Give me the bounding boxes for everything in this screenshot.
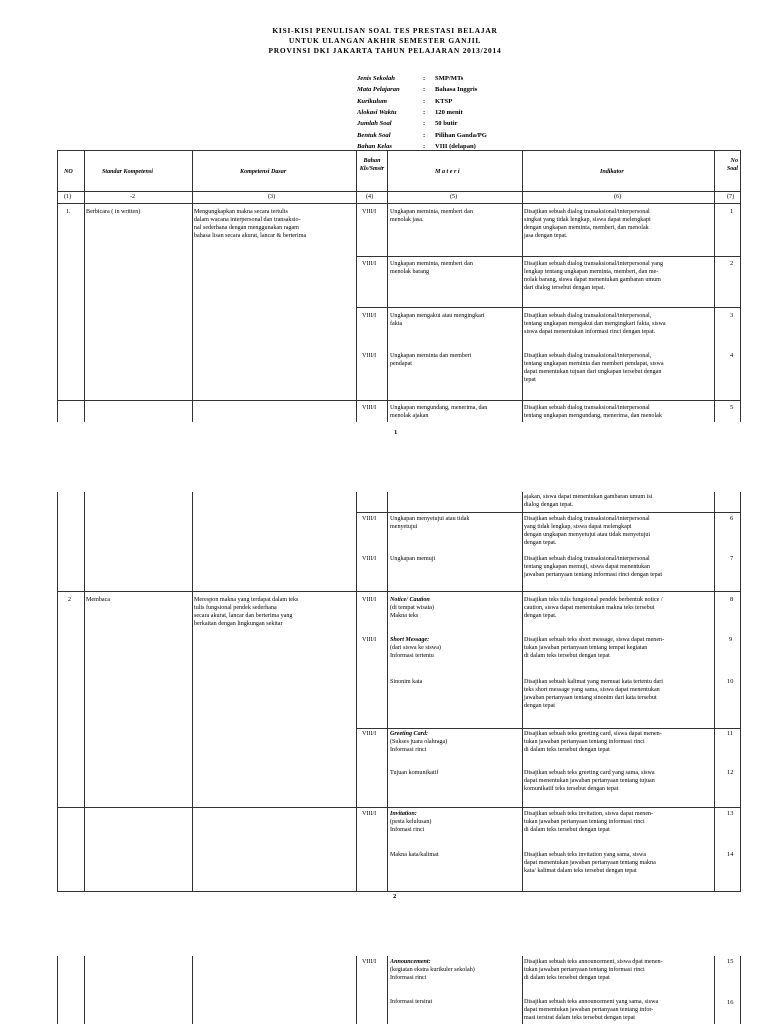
table-border <box>57 891 740 892</box>
header-bahan: Bahan Kls/Smstr <box>359 158 385 173</box>
table-border <box>387 150 388 422</box>
no-soal: 4 <box>730 352 734 359</box>
materi: Ungkapan memuji <box>390 556 436 562</box>
meta-block <box>357 73 487 152</box>
table-border <box>57 203 740 204</box>
indikator: Disajikan sebuah teks short message, siswa dapat menen- tukan jawaban pertanyaan tentang tempat kegiatan di dalam teks tersebut dengan tepat <box>524 637 665 660</box>
table-border <box>714 150 715 422</box>
table-border <box>356 728 740 729</box>
kelas-semester: VIII/I <box>362 959 377 965</box>
table-border <box>522 492 523 892</box>
indikator: ajakan, siswa dapat menentukan gambaran umum isi dialog dengan tepat. <box>524 494 653 509</box>
sk-number: 1. <box>66 209 71 215</box>
table-border <box>57 400 740 401</box>
materi: Ungkapan meminta, memberi dan menolak barang <box>390 261 473 276</box>
table-border <box>714 956 715 1024</box>
materi: Ungkapan mengakui atau mengingkari fakta <box>390 313 485 328</box>
kelas-semester: VIII/I <box>362 261 377 267</box>
table-border <box>356 256 740 257</box>
meta-row: Jenis Sekolah : SMP/MTs <box>357 73 487 84</box>
title-line-2: UNTUK ULANGAN AKHIR SEMESTER GANJIL <box>288 35 482 45</box>
indikator: Disajikan sebuah teks announcement, siswa dpat menen- tukan jawaban pertanyaan tentang informasi rinci di dalam teks tersebut dengan tepat <box>524 959 663 982</box>
indikator: Disajikan sebuah dialog transaksional/interpersonal tentang ungkapan memuji, siswa dapat menentukan jawaban pertanyaan tentang informasi rinci dengan tepat <box>524 556 663 579</box>
meta-value: 120 menit <box>435 108 463 116</box>
header-indikator: Indikator <box>600 169 624 175</box>
no-soal: 1 <box>730 208 734 215</box>
meta-value: Pilihan Ganda/PG <box>435 131 487 139</box>
table-border <box>57 492 58 892</box>
header-no-soal: No Soal <box>726 158 738 173</box>
meta-value: VIII (delapan) <box>435 142 476 150</box>
indikator: Disajikan sebuah teks greeting card yang sama, siswa dapat menentukan jawaban pertanyaan tentang tujuan komunikatif teks tersebut dengan tepat <box>524 770 655 793</box>
materi: Makna kata/kalimat <box>390 852 439 858</box>
materi: (pesta kelulusan) Infomasi rinci <box>390 819 432 834</box>
meta-key: Jenis Sekolah <box>357 75 395 82</box>
materi-title: Short Message: <box>390 637 430 643</box>
meta-row: Alokasi Waktu : 120 menit <box>357 107 487 118</box>
sk-number: 2 <box>68 597 72 603</box>
col-number: (4) <box>366 194 374 200</box>
materi: Ungkapan meminta dan memberi pendapat <box>390 353 472 368</box>
kelas-semester: VIII/I <box>362 556 377 562</box>
no-soal: 2 <box>730 260 734 267</box>
indikator: Disajikan sebuah kalimat yang memuat kata tertentu dari teks short message yang sama, siswa dapat menentukan jawaban pertanyaan tentang sinonim dari kata tersebut dengan tepat <box>524 679 663 710</box>
kompetensi-dasar: Merespon makna yang terdapat dalam teks tulis fungsional pendek sederhana secara akurat, lancar dan berterima yang berkaitan dengan lingkungan sekitar <box>194 597 299 628</box>
materi: (Sukses juara olahraga) Informasi rinci <box>390 739 448 754</box>
indikator: Disajikan sebuah dialog transaksional/interpersonal tentang ungkapan mengundang, menerima, dan menolak <box>524 405 662 420</box>
indikator: Disajikan sebuah dialog transaksional/interpersonal yang lengkap tentang ungkapan meminta, memberi, dan me- nolak barang, siswa dapat menentukan gambaran umum dari dialog tersebut dengan tepat. <box>524 261 664 292</box>
no-soal: 7 <box>730 555 734 562</box>
table-border <box>57 591 740 592</box>
table-border <box>57 807 740 808</box>
table-border <box>387 492 388 892</box>
table-border <box>387 956 388 1024</box>
meta-row: Bahan Kelas : VIII (delapan) <box>357 141 487 152</box>
indikator: Disajikan sebuah dialog transaksional/interpersonal, tentang ungkapan meminta dan memberi pendapat, siswa dapat menentukan tujuan dari ungkapan tersebut dengan tepat <box>524 353 664 384</box>
no-soal: 9 <box>729 636 733 643</box>
table-border <box>740 956 741 1024</box>
meta-row: Jumlah Soal : 50 butir <box>357 118 487 129</box>
table-border <box>356 956 357 1024</box>
header-no: NO <box>64 169 73 175</box>
no-soal: 10 <box>727 678 734 685</box>
table-border <box>192 150 193 422</box>
table-border <box>356 307 740 308</box>
table-border <box>356 150 357 422</box>
materi-title: Announcement: <box>390 959 431 965</box>
header-kompetensi-dasar: Kompetensi Dasar <box>240 169 287 175</box>
page-number: 2 <box>393 893 397 900</box>
meta-key: Bentuk Soal <box>357 131 391 139</box>
no-soal: 6 <box>730 515 734 522</box>
col-number: (3) <box>268 194 276 200</box>
no-soal: 14 <box>727 851 734 858</box>
meta-row: Kurikulum : KTSP <box>357 96 487 107</box>
table-border <box>356 492 357 892</box>
table-border <box>192 956 193 1024</box>
meta-key: Mata Pelajaran <box>357 86 400 94</box>
no-soal: 11 <box>727 730 734 737</box>
standar-kompetensi: Berbicara ( in written) <box>86 209 141 215</box>
meta-value: SMP/MTs <box>435 75 464 82</box>
meta-key: Bahan Kelas <box>357 142 392 150</box>
materi-title: Invitation: <box>390 811 417 817</box>
meta-value: 50 butir <box>435 120 458 128</box>
meta-key: Alokasi Waktu <box>357 108 397 116</box>
no-soal: 16 <box>727 999 734 1006</box>
meta-key: Jumlah Soal <box>357 120 392 128</box>
no-soal: 15 <box>727 958 734 965</box>
materi: Informasi tersirat <box>390 999 433 1005</box>
table-border <box>522 956 523 1024</box>
table-border <box>740 492 741 892</box>
kompetensi-dasar: Mengungkapkan makna secara tertulis dalam wacana interpersonal dan transaksio- nal sederhana dengan menggunakan ragam bahasa lisan secara akurat, lancar & berterima <box>194 209 307 240</box>
kelas-semester: VIII/I <box>362 209 377 215</box>
table-border <box>84 956 85 1024</box>
indikator: Disajikan sebuah dialog transaksional/interpersonal singkat yang tidak lengkap, siswa dapat melengkapi dengan ungkapan meminta, memberi, dan menolak jasa dengan tepat. <box>524 209 651 240</box>
meta-key: Kurikulum <box>357 97 388 105</box>
materi: (dari siswa ke siswa) Informasi tertentu <box>390 645 441 660</box>
kelas-semester: VIII/I <box>362 597 377 603</box>
col-number: (1) <box>64 194 72 200</box>
table-border <box>522 150 523 422</box>
header-materi: M a t e r i <box>435 169 460 175</box>
table-border <box>192 492 193 892</box>
col-number: (7) <box>727 194 735 200</box>
kelas-semester: VIII/I <box>362 637 377 643</box>
meta-value: Bahasa Inggris <box>435 86 478 94</box>
meta-row: Mata Pelajaran : Bahasa Inggris <box>357 84 487 95</box>
page-number: 1 <box>394 429 398 436</box>
indikator: Disajikan sebuah teks invitation, siswa dapat menen- tukan jawaban pertanyaan tentang informasi rinci di dalam teks tersebut dengan tepat <box>524 811 654 834</box>
materi: Ungkapan menyetujui atau tidak menyetujui <box>390 516 470 531</box>
kelas-semester: VIII/I <box>362 313 377 319</box>
no-soal: 12 <box>727 769 734 776</box>
kelas-semester: VIII/I <box>362 731 377 737</box>
table-border <box>84 150 85 422</box>
materi: Sinonim kata <box>390 679 423 685</box>
kelas-semester: VIII/I <box>362 405 377 411</box>
indikator: Disajikan sebuah dialog transaksional/interpersonal yang tidak lengkap, siswa dapat melengkapi dengan ungkapan menyetujui atau tidak menyetujui dengan tepat. <box>524 516 651 547</box>
indikator: Disajikan teks tulis fungsional pendek berbentuk notice / caution, siswa dapat menentukan makna teks tersebut dengan tepat. <box>524 597 663 620</box>
indikator: Disajikan sebuah dialog transaksional/interpersonal, tentang ungkapan mengakui dan mengingkari fakta, siswa siswa dapat menentukan informasi rinci dengan tepat. <box>524 313 666 336</box>
meta-value: KTSP <box>435 97 453 105</box>
table-border <box>714 492 715 892</box>
kelas-semester: VIII/I <box>362 811 377 817</box>
col-number: (6) <box>614 194 622 200</box>
header-standar-kompetensi: Standar Kompetensi <box>102 169 153 175</box>
indikator: Disajikan sebuah teks announcement yang sama, siswa dapat menentukan jawaban pertanyaan tentang infor- masi tersirat dalam teks tersebut dengan tepat <box>524 999 659 1022</box>
materi: Ungkapan mengundang, menerima, dan menolak ajakan <box>390 405 488 420</box>
table-border <box>57 150 58 422</box>
no-soal: 13 <box>727 810 734 817</box>
kelas-semester: VIII/I <box>362 353 377 359</box>
materi: (di tempat wisata) Makna teks <box>390 605 434 620</box>
table-border <box>57 150 740 151</box>
indikator: Disajikan sebuah teks greeting card, siswa dapat menen- tukan jawaban pertanyaan tentang informasi rinci di dalam teks tersebut dengan tepat <box>524 731 662 754</box>
no-soal: 3 <box>730 312 734 319</box>
materi-title: Notice/ Caution <box>390 597 430 603</box>
table-border <box>740 150 741 422</box>
materi: (kegiatan ekstra kurikuler sekolah) Informasi rinci <box>390 967 475 982</box>
col-number: (5) <box>450 194 458 200</box>
table-border <box>57 956 58 1024</box>
table-border <box>84 492 85 892</box>
table-border <box>356 512 740 513</box>
indikator: Disajikan sebuah teks invitation yang sama, siswa dapat menentukan jawaban pertanyaan tentang makna kata/ kalimat dalam teks tersebut dengan tepat <box>524 852 656 875</box>
doc-title <box>250 26 520 56</box>
standar-kompetensi: Membaca <box>86 597 111 603</box>
table-border <box>57 191 740 192</box>
no-soal: 8 <box>730 596 734 603</box>
kelas-semester: VIII/I <box>362 516 377 522</box>
materi: Ungkapan meminta, memberi dan menolak jasa. <box>390 209 473 224</box>
meta-row: Bentuk Soal : Pilihan Ganda/PG <box>357 130 487 141</box>
title-line-3: PROVINSI DKI JAKARTA TAHUN PELAJARAN 2013/2014 <box>268 45 502 55</box>
title-line-1: KISI-KISI PENULISAN SOAL TES PRESTASI BELAJAR <box>272 26 498 35</box>
materi-title: Greeting Card: <box>390 731 429 737</box>
no-soal: 5 <box>730 404 734 411</box>
col-number: -2 <box>130 194 136 200</box>
materi: Tujuan komunikatif <box>390 770 439 776</box>
